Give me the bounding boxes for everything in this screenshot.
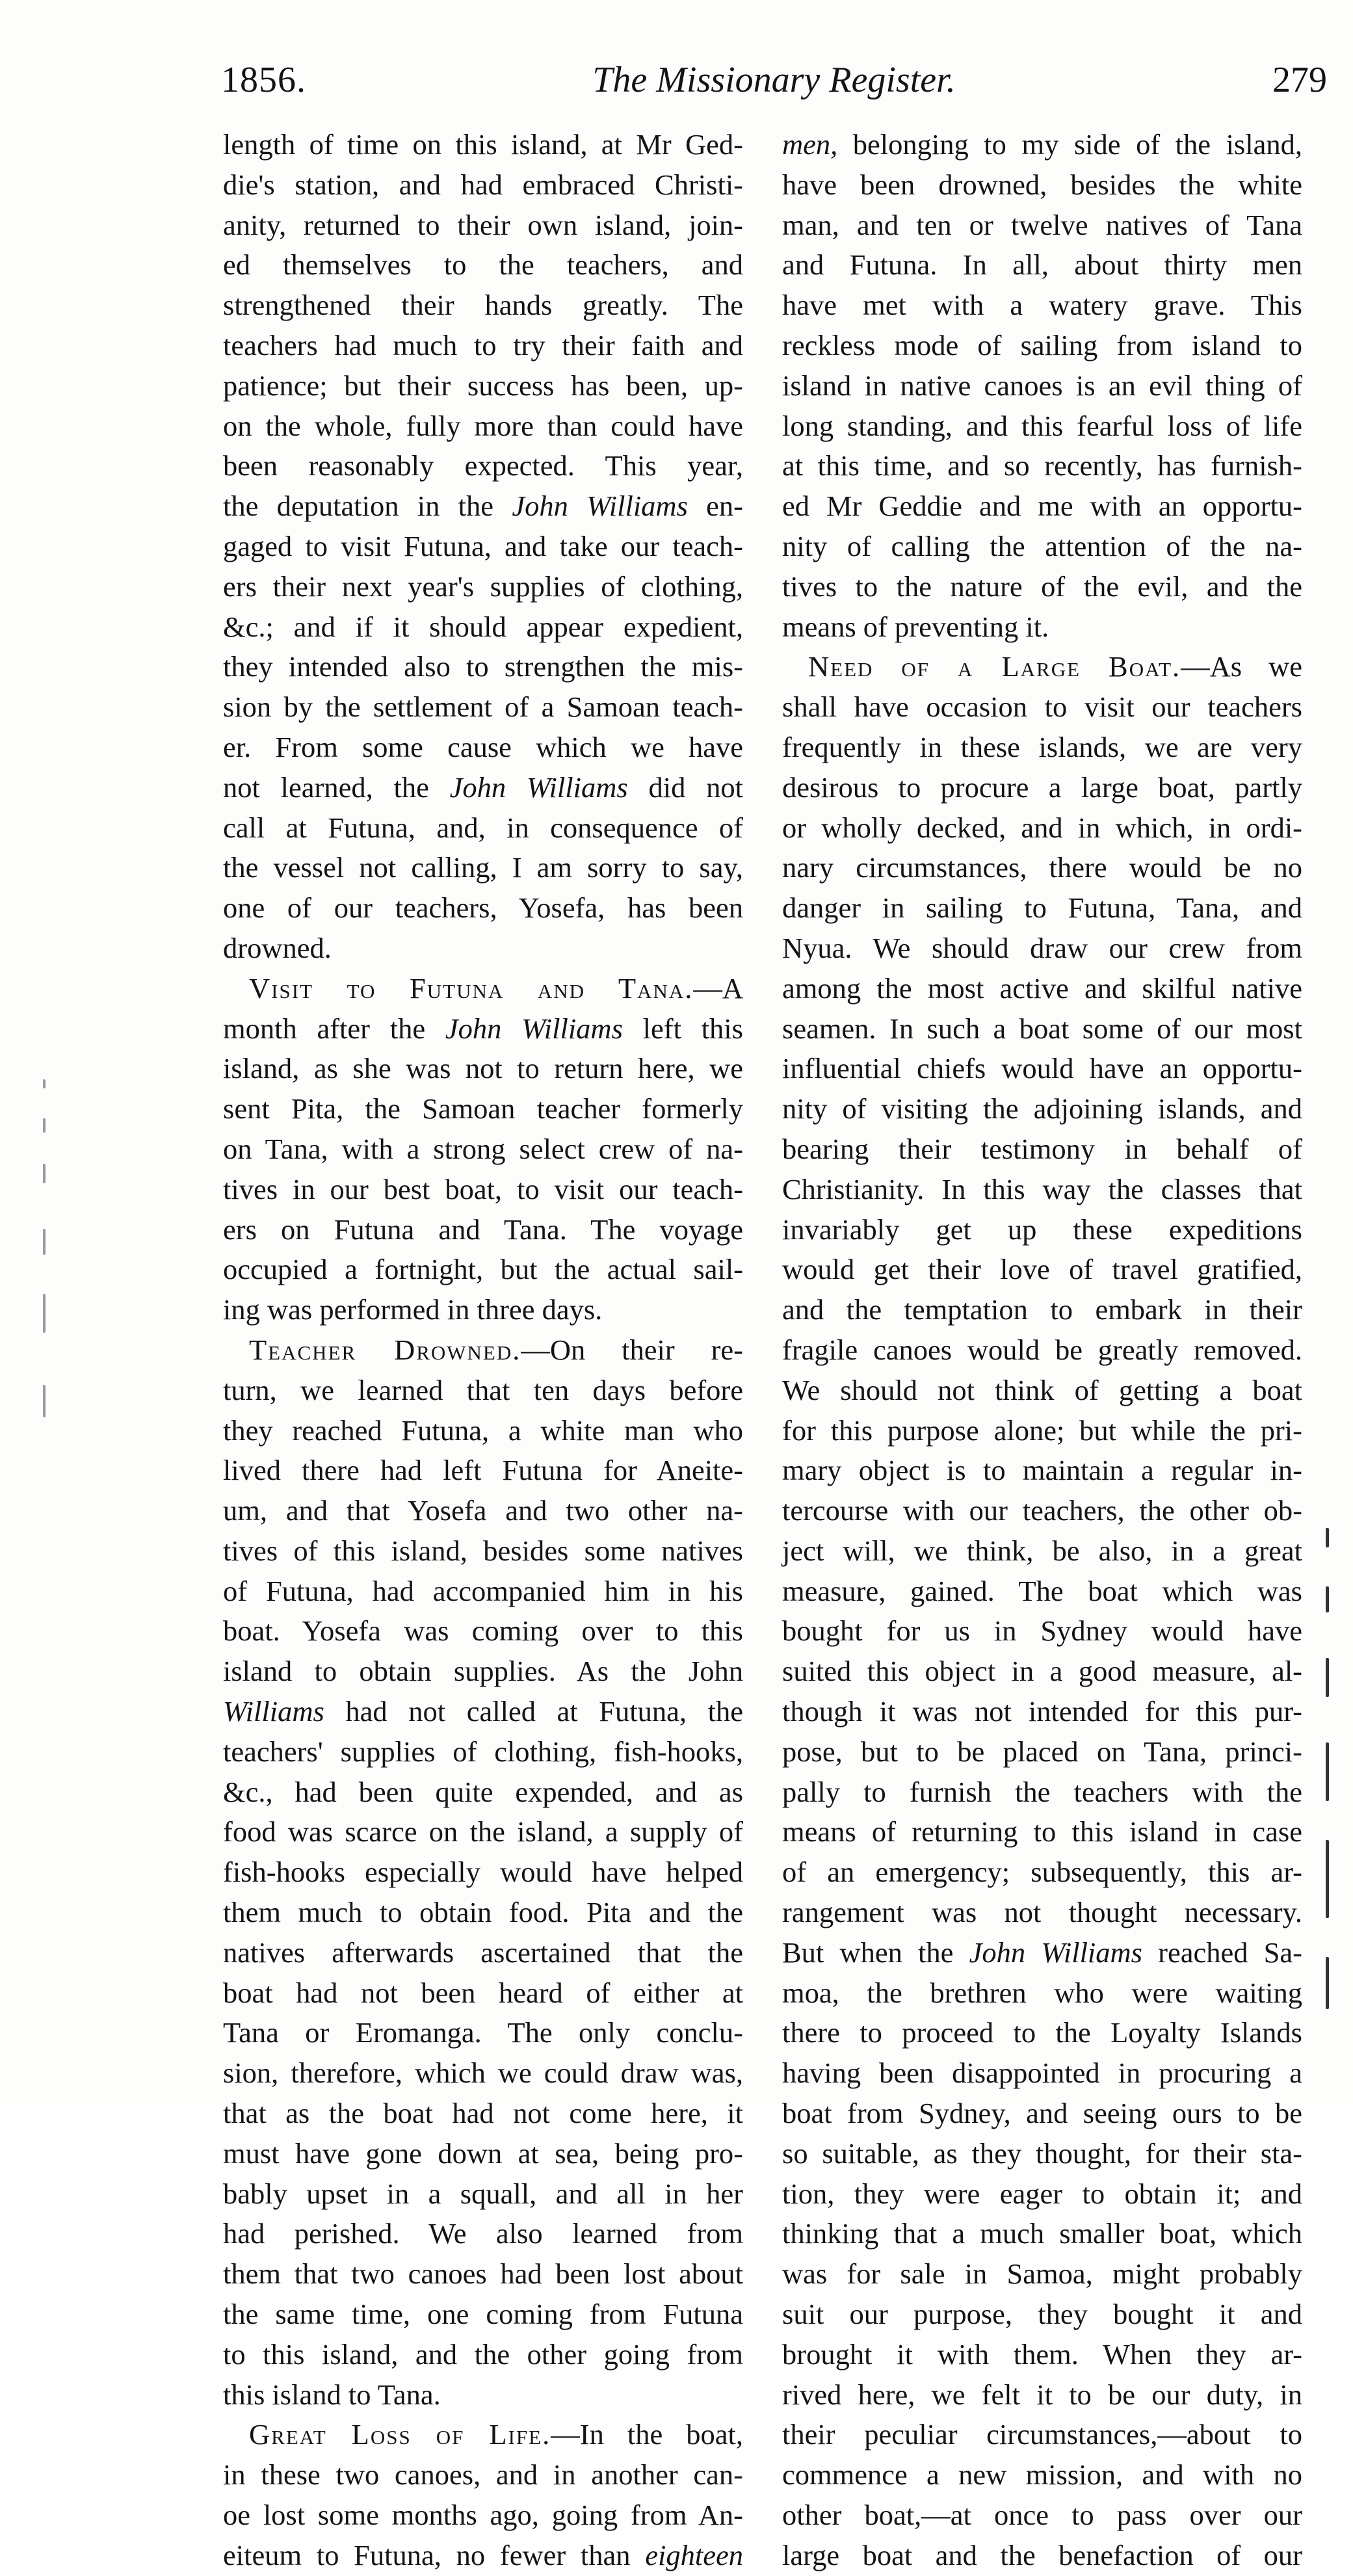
text-line xyxy=(782,326,1302,366)
line-text: sion, therefore, which we could draw was, xyxy=(223,2057,743,2090)
text-line xyxy=(782,2415,1302,2455)
running-header xyxy=(221,57,1327,109)
text-line xyxy=(223,125,743,165)
text-line xyxy=(223,1933,743,1973)
line-text: for this purpose alone; but while the pri- xyxy=(782,1413,1302,1447)
text-line xyxy=(223,1049,743,1089)
text-line xyxy=(223,848,743,888)
text-line xyxy=(782,1210,1302,1250)
text-line xyxy=(223,1852,743,1893)
section-heading-line xyxy=(223,969,743,1009)
line-text: eiteum to Futuna, no fewer than eighteen xyxy=(223,2538,743,2571)
line-text: um, and that Yosefa and two other na- xyxy=(223,1494,743,1527)
line-text: lived there had left Futuna for Aneite- xyxy=(223,1454,743,1487)
text-line xyxy=(782,687,1302,728)
line-text: die's station, and had embraced Christi- xyxy=(223,168,743,201)
line-text: shall have occasion to visit our teachers xyxy=(782,690,1302,724)
text-line xyxy=(782,2214,1302,2254)
line-text: was for sale in Samoa, might probably xyxy=(782,2257,1302,2291)
line-text: measure, gained. The boat which was xyxy=(782,1574,1302,1607)
text-line xyxy=(782,1611,1302,1651)
line-text: large boat and the benefaction of our xyxy=(782,2538,1302,2571)
page-number: 279 xyxy=(1272,60,1327,100)
line-text: mary object is to maintain a regular in- xyxy=(782,1454,1302,1487)
line-text: commence a new mission, and with no xyxy=(782,2458,1302,2491)
text-line xyxy=(782,1571,1302,1612)
line-text: island, as she was not to return here, we xyxy=(223,1052,743,1085)
line-text: nity of calling the attention of the na- xyxy=(782,529,1302,562)
text-line xyxy=(223,1531,743,1571)
text-line xyxy=(782,848,1302,888)
line-text: fish-hooks especially would have helped xyxy=(223,1856,743,1889)
line-text: ject will, we think, be also, in a great xyxy=(782,1534,1302,1567)
line-text: nity of visiting the adjoining islands, and xyxy=(782,1092,1302,1125)
text-line xyxy=(782,1692,1302,1732)
line-text: tives to the nature of the evil, and the xyxy=(782,570,1302,603)
line-text: strengthened their hands greatly. The xyxy=(223,289,743,322)
text-line xyxy=(223,1009,743,1049)
right-edge-specks xyxy=(1324,1528,1330,2048)
text-line xyxy=(223,406,743,447)
text-line xyxy=(782,2495,1302,2536)
line-text: and Futuna. In all, about thirty men xyxy=(782,248,1302,282)
text-line xyxy=(782,1009,1302,1049)
section-heading: Teacher Drowned. xyxy=(249,1333,521,1366)
line-text: of Futuna, had accompanied him in his xyxy=(223,1574,743,1607)
text-line xyxy=(223,205,743,246)
text-line xyxy=(782,125,1302,165)
line-text: oe lost some months ago, going from An- xyxy=(223,2499,743,2532)
text-line xyxy=(782,1250,1302,1290)
line-text: there to proceed to the Loyalty Islands xyxy=(782,2016,1302,2049)
line-text: so suitable, as they thought, for their sta- xyxy=(782,2136,1302,2170)
line-text: But when the John Williams reached Sa- xyxy=(782,1936,1302,1969)
text-line xyxy=(782,768,1302,808)
line-text: invariably get up these expeditions xyxy=(782,1213,1302,1246)
text-line xyxy=(223,2294,743,2335)
text-line xyxy=(782,728,1302,768)
line-text: reckless mode of sailing from island to xyxy=(782,328,1302,361)
text-line xyxy=(782,2134,1302,2174)
text-line xyxy=(782,1491,1302,1531)
text-line xyxy=(782,1049,1302,1089)
line-text: ers on Futuna and Tana. The voyage xyxy=(223,1213,743,1246)
line-text: teachers' supplies of clothing, fish-hooks, xyxy=(223,1735,743,1768)
section-heading: Need of a Large Boat. xyxy=(808,650,1181,683)
line-text: men, belonging to my side of the island, xyxy=(782,128,1302,161)
text-line xyxy=(223,1451,743,1491)
text-line xyxy=(782,1290,1302,1330)
text-line xyxy=(223,728,743,768)
line-text: Tana or Eromanga. The only conclu- xyxy=(223,2016,743,2049)
text-line xyxy=(782,165,1302,205)
line-text: at this time, and so recently, has furnish- xyxy=(782,449,1302,482)
line-text: tercourse with our teachers, the other ob- xyxy=(782,1494,1302,1527)
line-text: occupied a fortnight, but the actual sail- xyxy=(223,1253,743,1286)
text-line xyxy=(782,1933,1302,1973)
text-line xyxy=(223,1973,743,2014)
line-text: moa, the brethren who were waiting xyxy=(782,1976,1302,2009)
header-year: 1856. xyxy=(221,60,306,100)
line-text: rangement was not thought necessary. xyxy=(782,1896,1302,1929)
line-text: teachers had much to try their faith and xyxy=(223,328,743,361)
left-margin-specks xyxy=(38,1079,51,1443)
line-text: not learned, the John Williams did not xyxy=(223,770,743,804)
section-heading: Great Loss of Life. xyxy=(249,2418,551,2451)
line-text: food was scarce on the island, a supply of xyxy=(223,1815,743,1848)
line-text: the deputation in the John Williams en- xyxy=(223,490,743,523)
line-text: one of our teachers, Yosefa, has been xyxy=(223,891,743,925)
text-line xyxy=(223,2495,743,2536)
line-text: have met with a watery grave. This xyxy=(782,289,1302,322)
text-line xyxy=(782,2294,1302,2335)
line-text: turn, we learned that ten days before xyxy=(223,1373,743,1406)
text-line xyxy=(223,366,743,406)
text-line xyxy=(223,2536,743,2576)
section-heading: Visit to Futuna and Tana. xyxy=(249,971,694,1005)
text-line xyxy=(223,1893,743,1933)
text-line xyxy=(782,2013,1302,2053)
right-column xyxy=(782,125,1303,2571)
text-line xyxy=(223,1290,743,1330)
text-line xyxy=(782,1812,1302,1852)
line-text: that as the boat had not come here, it xyxy=(223,2097,743,2130)
text-line xyxy=(782,1089,1302,1129)
text-line xyxy=(223,326,743,366)
text-line xyxy=(223,2013,743,2053)
text-line xyxy=(782,486,1302,527)
text-line xyxy=(782,1170,1302,1210)
text-line xyxy=(223,607,743,648)
text-line xyxy=(782,1330,1302,1371)
text-line xyxy=(223,165,743,205)
line-text: suited this object in a good measure, al- xyxy=(782,1655,1302,1688)
line-text: pally to furnish the teachers with the xyxy=(782,1775,1302,1808)
text-line xyxy=(223,285,743,326)
text-line xyxy=(223,768,743,808)
line-text: means of returning to this island in case xyxy=(782,1815,1302,1848)
line-text: on Tana, with a strong select crew of na- xyxy=(223,1132,743,1165)
text-line xyxy=(223,1812,743,1852)
text-line xyxy=(782,1129,1302,1170)
line-text: tion, they were eager to obtain it; and xyxy=(782,2177,1302,2210)
text-line xyxy=(782,2254,1302,2294)
line-text: the vessel not calling, I am sorry to say, xyxy=(223,851,743,884)
text-line xyxy=(782,1973,1302,2014)
line-text: thinking that a much smaller boat, which xyxy=(782,2217,1302,2250)
line-text: the same time, one coming from Futuna xyxy=(223,2298,743,2331)
line-text: bably upset in a squall, and all in her xyxy=(223,2177,743,2210)
line-text: length of time on this island, at Mr Ged- xyxy=(223,128,743,161)
text-line xyxy=(223,2134,743,2174)
line-text: Christianity. In this way the classes that xyxy=(782,1172,1302,1205)
line-text: means of preventing it. xyxy=(782,610,1049,643)
line-text: would get their love of travel gratified, xyxy=(782,1253,1302,1286)
line-text: pose, but to be placed on Tana, princi- xyxy=(782,1735,1302,1768)
text-line xyxy=(223,1170,743,1210)
text-line xyxy=(782,1451,1302,1491)
text-line xyxy=(223,687,743,728)
line-text: on the whole, fully more than could have xyxy=(223,409,743,442)
text-line xyxy=(782,888,1302,928)
line-text: they reached Futuna, a white man who xyxy=(223,1413,743,1447)
text-line xyxy=(782,567,1302,607)
line-text: bearing their testimony in behalf of xyxy=(782,1132,1302,1165)
text-line xyxy=(223,888,743,928)
line-text: island to obtain supplies. As the John xyxy=(223,1655,743,1688)
text-line xyxy=(223,1611,743,1651)
line-text: them that two canoes had been lost about xyxy=(223,2257,743,2291)
line-text: ers their next year's supplies of clothing, xyxy=(223,570,743,603)
text-line xyxy=(782,1852,1302,1893)
text-line xyxy=(223,1129,743,1170)
line-text: must have gone down at sea, being pro- xyxy=(223,2136,743,2170)
line-text: nary circumstances, there would be no xyxy=(782,851,1302,884)
text-line xyxy=(782,406,1302,447)
line-text: We should not think of getting a boat xyxy=(782,1373,1302,1406)
text-line xyxy=(782,808,1302,848)
text-line xyxy=(223,1732,743,1772)
line-text: danger in sailing to Futuna, Tana, and xyxy=(782,891,1302,925)
text-line xyxy=(782,1893,1302,1933)
line-text: month after the John Williams left this xyxy=(223,1012,743,1045)
text-line xyxy=(223,486,743,527)
line-text: influential chiefs would have an opportu- xyxy=(782,1052,1302,1085)
text-line xyxy=(223,2455,743,2495)
line-text: er. From some cause which we have xyxy=(223,730,743,763)
text-line xyxy=(223,928,743,969)
line-text: or wholly decked, and in which, in ordi- xyxy=(782,811,1302,844)
text-line xyxy=(782,446,1302,486)
text-line xyxy=(782,2455,1302,2495)
line-text: been reasonably expected. This year, xyxy=(223,449,743,482)
line-text: this island to Tana. xyxy=(223,2378,441,2411)
text-line xyxy=(782,366,1302,406)
text-line xyxy=(782,1651,1302,1692)
line-text: fragile canoes would be greatly removed. xyxy=(782,1333,1302,1366)
line-text: sent Pita, the Samoan teacher formerly xyxy=(223,1092,743,1125)
line-text: have been drowned, besides the white xyxy=(782,168,1302,201)
text-line xyxy=(223,1651,743,1692)
line-text: long standing, and this fearful loss of life xyxy=(782,409,1302,442)
line-text: —As we xyxy=(1181,650,1303,683)
line-text: desirous to procure a large boat, partly xyxy=(782,770,1302,804)
line-text: man, and ten or twelve natives of Tana xyxy=(782,208,1302,241)
line-text: though it was not intended for this pur- xyxy=(782,1695,1302,1728)
line-text: drowned. xyxy=(223,931,332,964)
line-text: gaged to visit Futuna, and take our teach- xyxy=(223,529,743,562)
text-line xyxy=(223,1491,743,1531)
text-line xyxy=(782,1371,1302,1411)
line-text: tives in our best boat, to visit our teach- xyxy=(223,1172,743,1205)
line-text: had perished. We also learned from xyxy=(223,2217,743,2250)
text-line xyxy=(223,2174,743,2215)
text-line xyxy=(782,2536,1302,2576)
text-line xyxy=(782,285,1302,326)
text-line xyxy=(223,446,743,486)
line-text: their peculiar circumstances,—about to xyxy=(782,2418,1302,2451)
text-line xyxy=(782,1772,1302,1813)
text-line xyxy=(782,969,1302,1009)
text-line xyxy=(223,1772,743,1813)
line-text: ed Mr Geddie and me with an opportu- xyxy=(782,490,1302,523)
line-text: boat had not been heard of either at xyxy=(223,1976,743,2009)
text-line xyxy=(782,2375,1302,2415)
line-text: of an emergency; subsequently, this ar- xyxy=(782,1856,1302,1889)
text-line xyxy=(782,1531,1302,1571)
header-title: The Missionary Register. xyxy=(592,60,956,100)
section-heading-line xyxy=(782,647,1302,687)
line-text: having been disappointed in procuring a xyxy=(782,2057,1302,2090)
text-line xyxy=(223,567,743,607)
line-text: call at Futuna, and, in consequence of xyxy=(223,811,743,844)
text-line xyxy=(223,1371,743,1411)
line-text: frequently in these islands, we are very xyxy=(782,730,1302,763)
text-line xyxy=(223,1210,743,1250)
text-line xyxy=(782,1411,1302,1451)
line-text: —On their re- xyxy=(521,1333,743,1366)
line-text: they intended also to strengthen the mis- xyxy=(223,650,743,683)
line-text: among the most active and skilful native xyxy=(782,971,1302,1005)
line-text: ing was performed in three days. xyxy=(223,1293,603,1326)
line-text: natives afterwards ascertained that the xyxy=(223,1936,743,1969)
text-line xyxy=(223,647,743,687)
line-text: bought for us in Sydney would have xyxy=(782,1614,1302,1648)
line-text: —A xyxy=(693,971,743,1005)
line-text: in these two canoes, and in another can- xyxy=(223,2458,743,2491)
text-line xyxy=(223,2375,743,2415)
text-line xyxy=(782,245,1302,285)
line-text: Nyua. We should draw our crew from xyxy=(782,931,1302,964)
text-line xyxy=(223,527,743,567)
line-text: and the temptation to embark in their xyxy=(782,1293,1302,1326)
text-line xyxy=(782,2335,1302,2375)
line-text: seamen. In such a boat some of our most xyxy=(782,1012,1302,1045)
text-line xyxy=(782,2053,1302,2094)
text-line xyxy=(223,1250,743,1290)
line-text: rived here, we felt it to be our duty, in xyxy=(782,2378,1302,2411)
text-line xyxy=(223,2254,743,2294)
line-text: other boat,—at once to pass over our xyxy=(782,2499,1302,2532)
line-text: them much to obtain food. Pita and the xyxy=(223,1896,743,1929)
line-text: boat from Sydney, and seeing ours to be xyxy=(782,2097,1302,2130)
line-text: boat. Yosefa was coming over to this xyxy=(223,1614,743,1648)
line-text: island in native canoes is an evil thing of xyxy=(782,369,1302,402)
line-text: sion by the settlement of a Samoan teach- xyxy=(223,690,743,724)
line-text: —In the boat, xyxy=(551,2418,743,2451)
text-line xyxy=(223,1692,743,1732)
line-text: &c.; and if it should appear expedient, xyxy=(223,610,743,643)
text-line xyxy=(223,808,743,848)
text-line xyxy=(782,527,1302,567)
line-text: &c., had been quite expended, and as xyxy=(223,1775,743,1808)
line-text: Williams had not called at Futuna, the xyxy=(223,1695,743,1728)
line-text: ed themselves to the teachers, and xyxy=(223,248,743,282)
text-line xyxy=(782,2094,1302,2134)
text-line xyxy=(223,2053,743,2094)
text-line xyxy=(223,1089,743,1129)
line-text: tives of this island, besides some natives xyxy=(223,1534,743,1567)
text-line xyxy=(782,205,1302,246)
line-text: brought it with them. When they ar- xyxy=(782,2337,1302,2371)
text-line xyxy=(223,1411,743,1451)
section-heading-line xyxy=(223,2415,743,2455)
line-text: to this island, and the other going from xyxy=(223,2337,743,2371)
text-line xyxy=(223,2214,743,2254)
text-line xyxy=(223,245,743,285)
text-line xyxy=(782,1732,1302,1772)
line-text: suit our purpose, they bought it and xyxy=(782,2298,1302,2331)
text-line xyxy=(782,2174,1302,2215)
section-heading-line xyxy=(223,1330,743,1371)
text-line xyxy=(782,607,1302,648)
line-text: anity, returned to their own island, join- xyxy=(223,208,743,241)
text-line xyxy=(223,2094,743,2134)
line-text: patience; but their success has been, up- xyxy=(223,369,743,402)
left-column xyxy=(223,125,743,2571)
text-line xyxy=(223,2335,743,2375)
text-line xyxy=(223,1571,743,1612)
text-line xyxy=(782,928,1302,969)
